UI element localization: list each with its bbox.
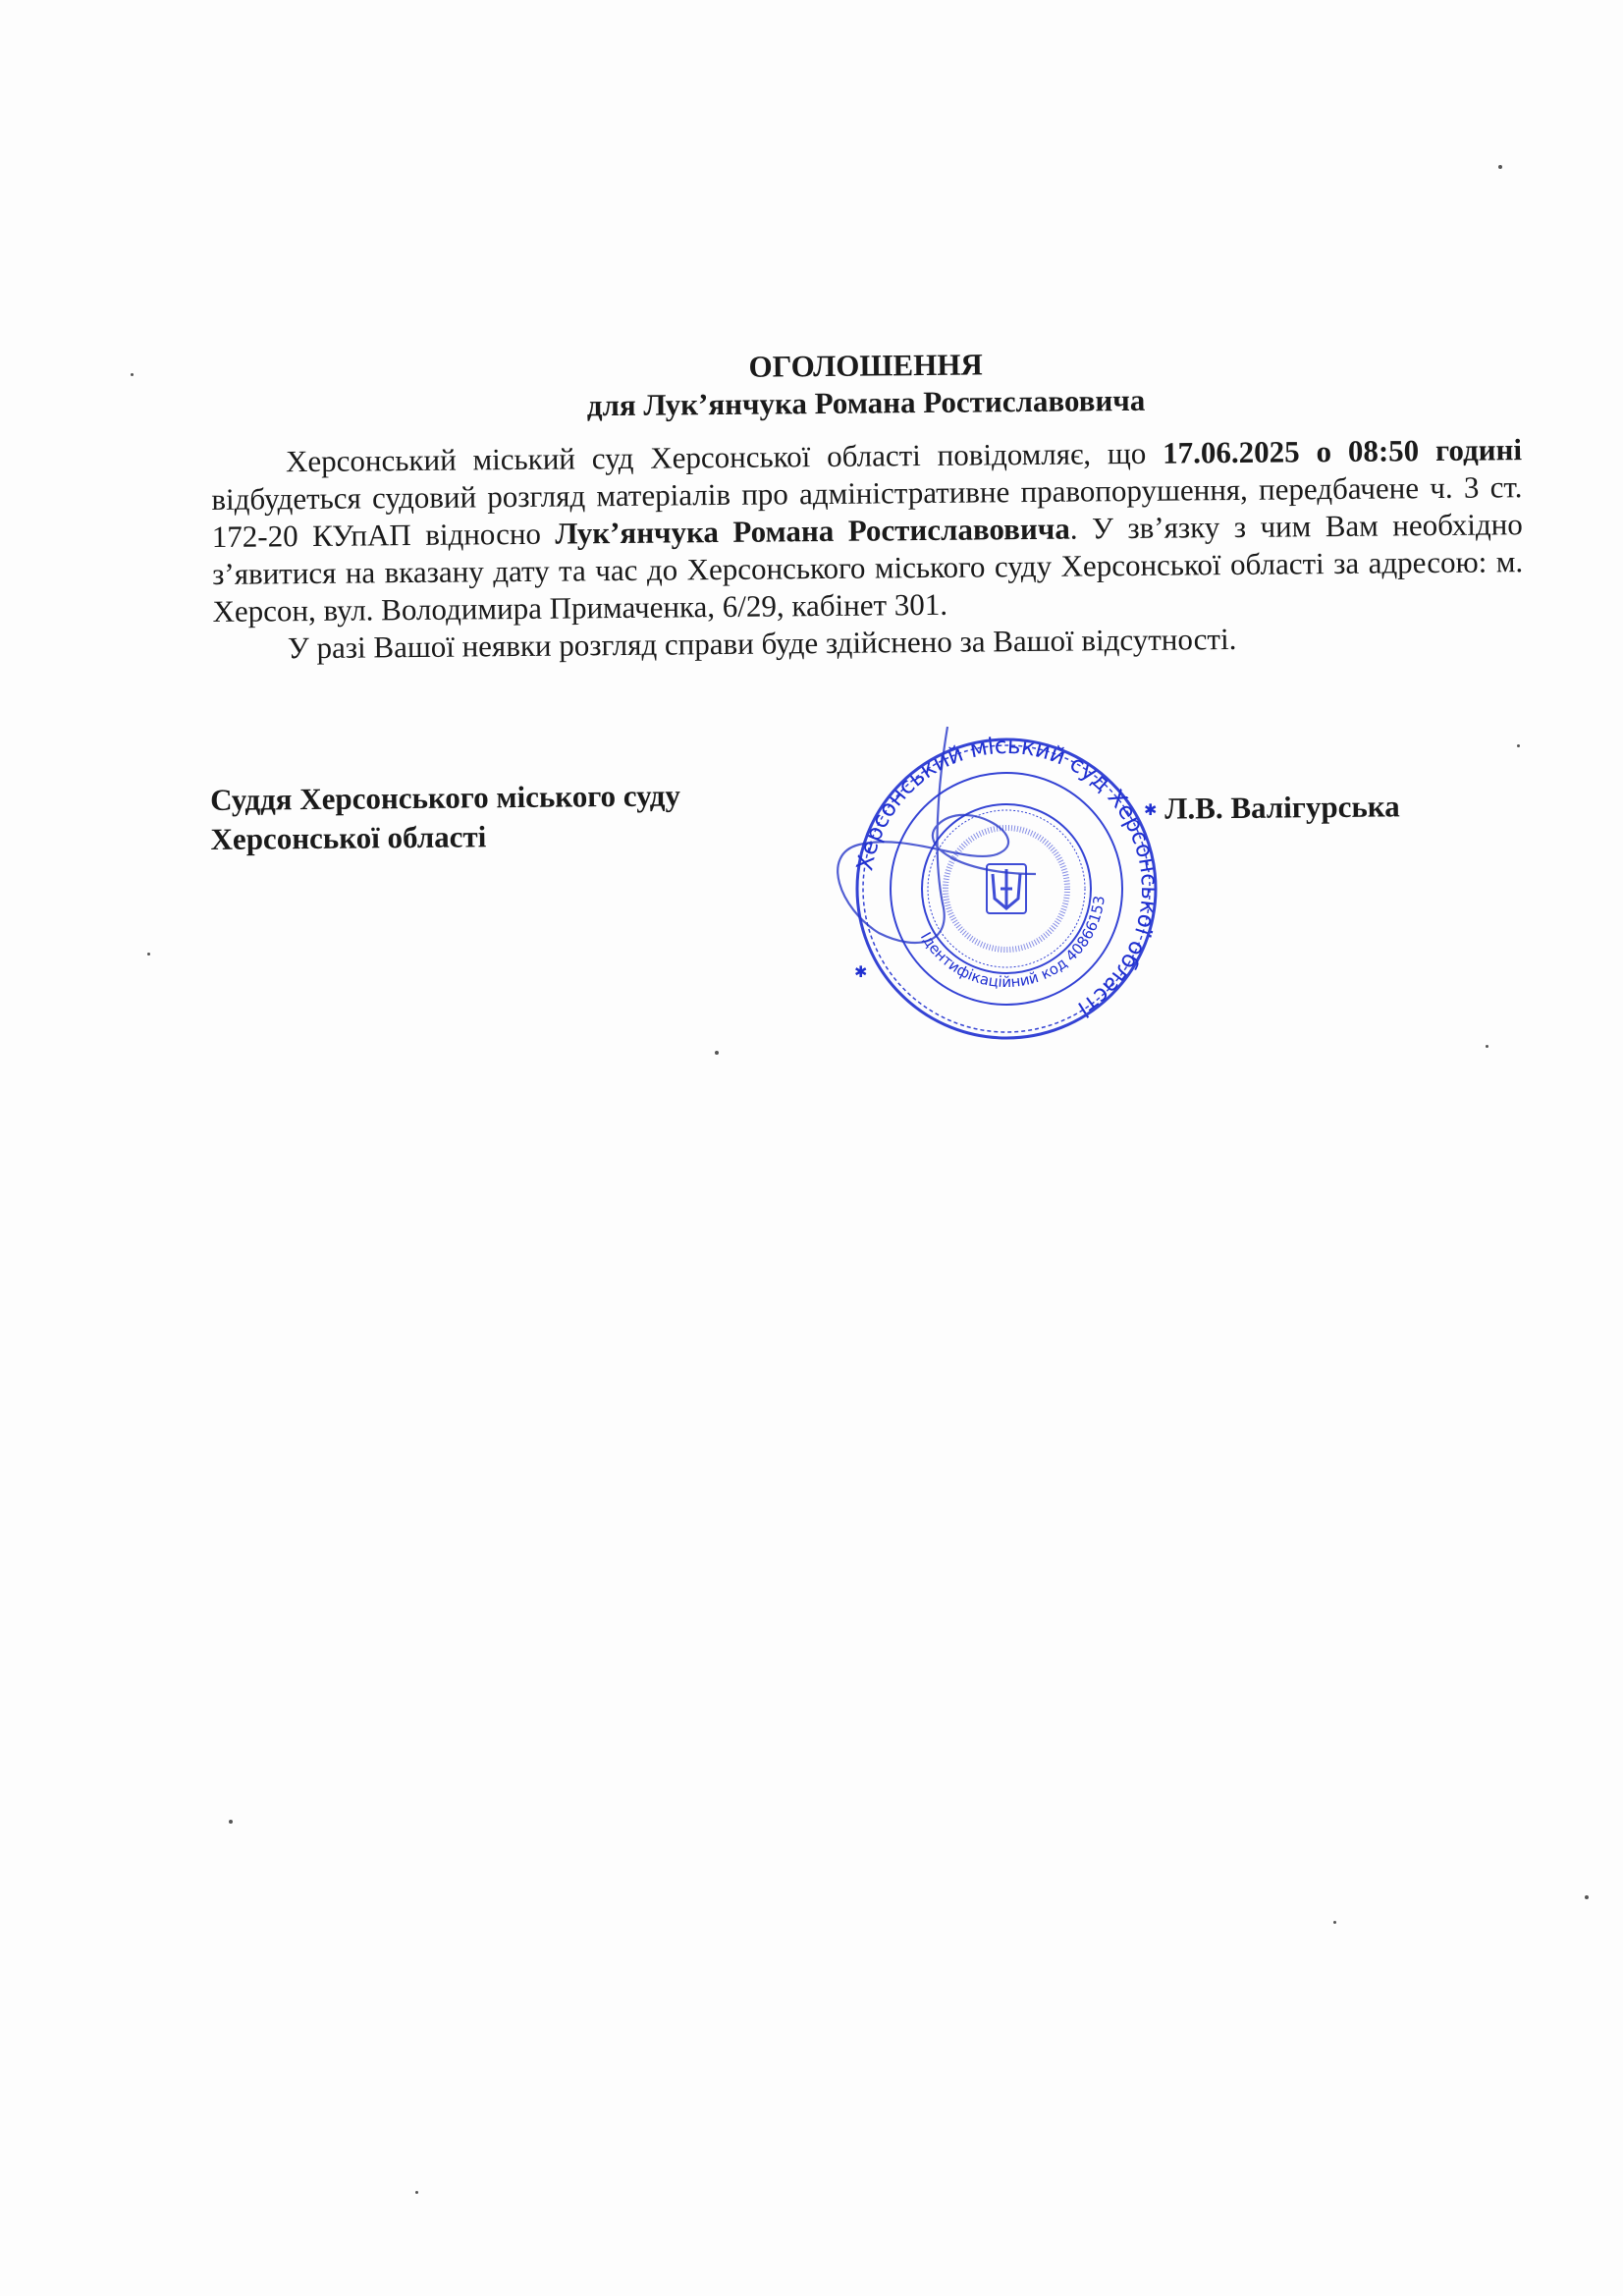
scan-speck xyxy=(1585,1895,1589,1899)
paragraph-absence-notice: У разі Вашої неявки розгляд справи буде здійснено за Вашої відсутності. xyxy=(287,621,1237,666)
paragraph-middle: відбудеться судовий розгляд матеріалів про адміністративне правопорушення, передбачене ч. 3 ст. 172-20 КУпАП відносно xyxy=(211,469,1523,554)
document-subtitle: для Лук’янчука Романа Ростиславовича xyxy=(586,382,1146,423)
scan-speck xyxy=(415,2191,418,2194)
scan-speck xyxy=(131,373,134,376)
seal-outer-text: Херсонський міський суд Херсонської області xyxy=(852,733,1163,1022)
scan-speck xyxy=(229,1820,233,1824)
court-seal-stamp xyxy=(800,707,1213,1070)
person-name: Лук’янчука Романа Ростиславовича xyxy=(555,511,1070,551)
scan-speck xyxy=(1333,1921,1336,1924)
scan-speck xyxy=(147,953,150,956)
paragraph-hearing-notice xyxy=(211,431,1524,630)
seal-inner-text: Ідентифікаційний код 40866153 xyxy=(916,895,1109,992)
judge-name: Л.В. Валігурська xyxy=(1164,789,1400,826)
document-title: ОГОЛОШЕННЯ xyxy=(748,347,983,384)
judge-title xyxy=(210,776,680,859)
scan-speck xyxy=(1498,165,1502,169)
scan-speck xyxy=(715,1051,719,1055)
paragraph-end: . У зв’язку з чим Вам необхідно з’явитися на вказану дату та час до Херсонського міського суду Херсонської області за адресою: м. Херсон, вул. Володимира Примаченка, 6/29, кабінет 301. xyxy=(211,507,1524,629)
svg-text:✱: ✱ xyxy=(1144,800,1158,819)
hearing-datetime: 17.06.2025 о 08:50 годині xyxy=(1163,432,1523,470)
svg-text:✱: ✱ xyxy=(854,962,868,981)
judge-title-line2: Херсонської області xyxy=(210,819,487,856)
judge-title-line1: Суддя Херсонського міського суду xyxy=(210,778,681,817)
announcement-content xyxy=(210,341,1524,668)
scan-speck xyxy=(1486,1045,1488,1048)
paragraph-intro: Херсонський міський суд Херсонської області повідомляє, що xyxy=(285,435,1163,479)
scan-speck xyxy=(1517,744,1520,747)
